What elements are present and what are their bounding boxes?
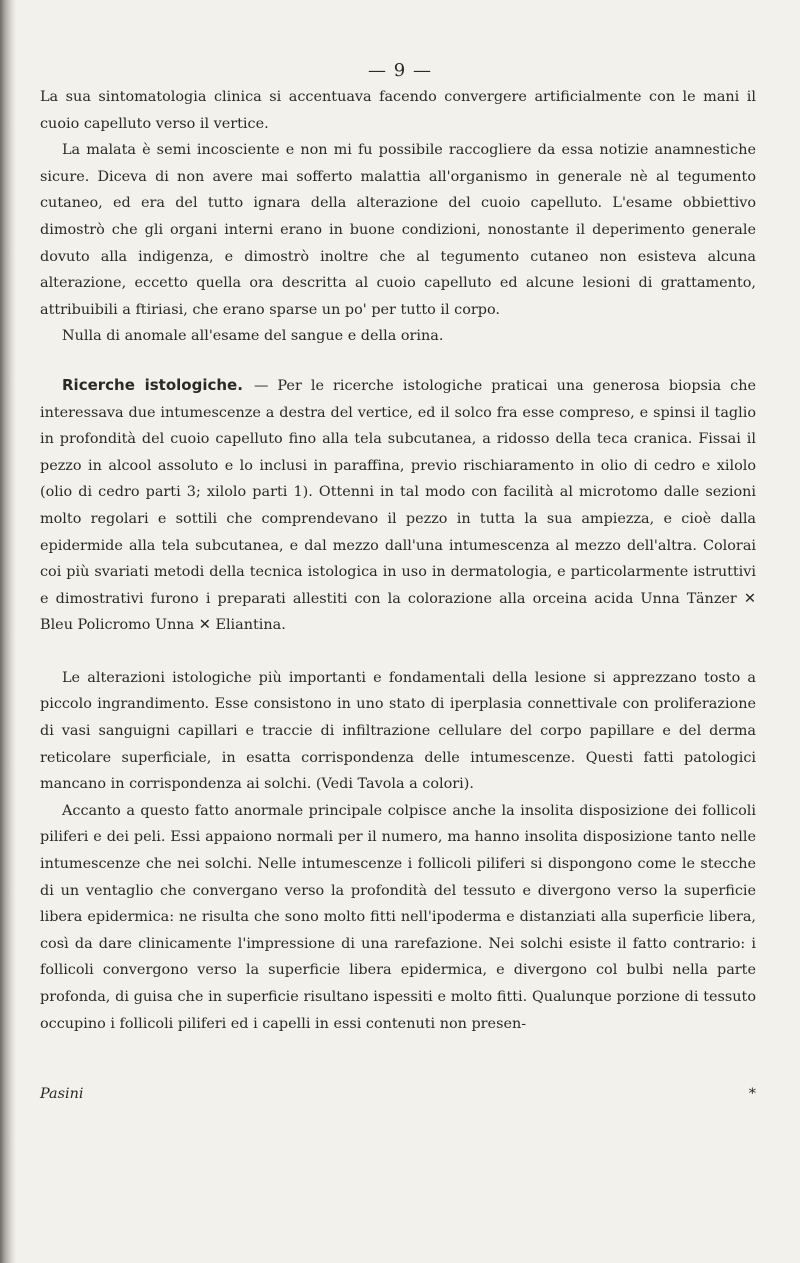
paragraph-alterations: Le alterazioni istologiche più importanti e fondamentali della lesione si apprezzano tosto a piccolo ingrandimento. Esse consistono in uno stato di iperplasia connettivale con proliferazione di vasi sanguigni capillari e traccie di infiltrazione cellulare del corpo papillare e del derma reticolare superficiale, in esatta corrispondenza delle intumescenze. Questi fatti patologici mancano in corrispondenza ai solchi. (Vedi Tavola a colori). — [40, 669, 756, 793]
paragraph-blood-exam: Nulla di anomale all'esame del sangue e della orina. — [62, 328, 444, 345]
asterisk-mark: * — [748, 1086, 756, 1102]
signature-mark: Pasini — [40, 1086, 84, 1102]
paragraph-anamnesis: La malata è semi incosciente e non mi fu possibile raccogliere da essa notizie anamnestiche sicure. Diceva di non avere mai sofferto malattia all'organismo in generale nè al tegumento cutaneo, ed era del tutto ignara della alterazione del cuoio capelluto. L'esame obbiettivo dimostrò che gli organi interni erano in buone condizioni, nonostante il deperimento generale dovuto alla indigenza, e dimostrò inoltre che al tegumento cutaneo non esisteva alcuna alterazione, eccetto quella ora descritta al cuoio capelluto ed alcune lesioni di grattamento, attribuibili a ftiriasi, che erano sparse un po' per tutto il corpo. — [40, 142, 756, 318]
page-footer — [40, 1086, 756, 1102]
page-number: — 9 — — [368, 60, 432, 81]
paragraph-histology — [40, 372, 756, 639]
section-title: Ricerche istologiche. — [62, 375, 243, 394]
paragraph-follicles: Accanto a questo fatto anormale principale colpisce anche la insolita disposizione dei follicoli piliferi e dei peli. Essi appaiono normali per il numero, ma hanno insolita disposizione tanto nelle intumescenze che nei solchi. Nelle intumescenze i follicoli piliferi si dispongono come le stecche di un ventaglio che convergano verso la profondità del tessuto e divergono verso la superficie libera epidermica: ne risulta che sono molto fitti nell'ipoderma e distanziati alla superficie libera, così da dare clinicamente l'impressione di una rarefazione. Nei solchi esiste il fatto contrario: i follicoli convergono verso la superficie libera epidermica, e divergono col bulbi nella parte profonda, di guisa che in superficie risultano ispessiti e molto fitti. Qualunque porzione di tessuto occupino i follicoli piliferi ed i capelli in essi contenuti non presen- — [40, 802, 756, 1032]
paragraph-symptoms: La sua sintomatologia clinica si accentuava facendo convergere artificialmente con le mani il cuoio capelluto verso il vertice. — [40, 89, 756, 132]
body-text — [40, 84, 756, 1037]
section-text: — Per le ricerche istologiche praticai una generosa biopsia che interessava due intumescenze a destra del vertice, ed il solco fra esse compreso, e spinsi il taglio in profondità del cuoio capelluto fino alla tela subcutanea, a ridosso della teca cranica. Fissai il pezzo in alcool assoluto e lo inclusi in paraffina, previo rischiaramento in olio di cedro e xilolo (olio di cedro parti 3; xilolo parti 1). Ottenni in tal modo con facilità al microtomo dalle sezioni molto regolari e sottili che comprendevano il pezzo in tutta la sua ampiezza, e cioè dalla epidermide alla tela subcutanea, e dal mezzo dall'una intumescenza al mezzo dell'altra. Colorai coi più svariati metodi della tecnica istologica in uso in dermatologia, e particolarmente istruttivi e dimostrativi furono i preparati allestiti con la colorazione alla orceina acida Unna Tänzer ✕ Bleu Policromo Unna ✕ Eliantina. — [40, 377, 756, 634]
